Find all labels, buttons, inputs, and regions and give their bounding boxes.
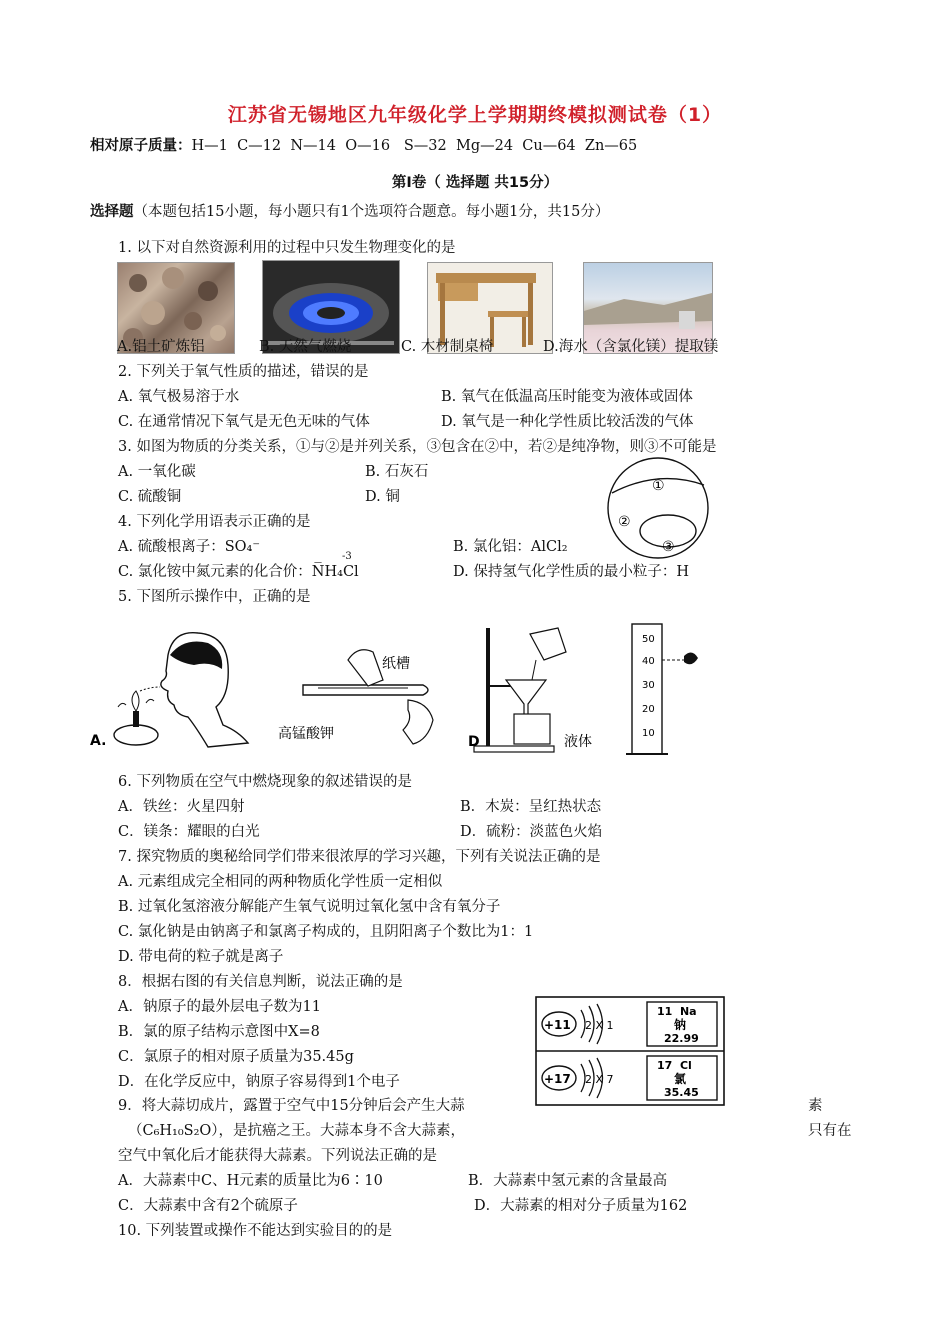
q9-line1: 9．将大蒜切成片，露置于空气中15分钟后会产生大蒜 bbox=[118, 1098, 465, 1114]
q6-option-a: A．铁丝：火星四射 bbox=[118, 799, 245, 815]
q9-line2-end: 只有在 bbox=[808, 1123, 852, 1139]
q1-option-b: B. 天然气燃烧 bbox=[259, 339, 352, 355]
q1-stem: 1. 以下对自然资源利用的过程中只发生物理变化的是 bbox=[118, 240, 456, 256]
q4-option-c: C. 氯化铵中氮元素的化合价：N̅H₄Cl bbox=[118, 564, 359, 580]
q4-option-a: A. 硫酸根离子：SO₄⁻ bbox=[118, 539, 260, 555]
q7-stem: 7. 探究物质的奥秘给同学们带来很浓厚的学习兴趣，下列有关说法正确的是 bbox=[118, 849, 601, 865]
tick-label: 20 bbox=[642, 704, 655, 715]
q8-option-d: D．在化学反应中，钠原子容易得到1个电子 bbox=[118, 1074, 400, 1090]
cl-mass: 35.45 bbox=[664, 1086, 699, 1099]
q4-option-b: B. 氯化铝：AlCl₂ bbox=[453, 539, 568, 555]
liquid-label: 液体 bbox=[564, 734, 592, 750]
q7-option-d: D. 带电荷的粒子就是离子 bbox=[118, 949, 284, 965]
section-label: 选择题 bbox=[90, 204, 134, 220]
classification-diagram bbox=[596, 455, 720, 561]
circle-label-3: ③ bbox=[662, 539, 675, 555]
q9-line3: 空气中氧化后才能获得大蒜素。下列说法正确的是 bbox=[118, 1148, 437, 1164]
na-name: 钠 bbox=[674, 1018, 687, 1032]
section-header bbox=[90, 200, 609, 221]
tick-label: 30 bbox=[642, 680, 655, 691]
q3-option-c: C. 硫酸铜 bbox=[118, 489, 182, 505]
q1-option-c: C. 木材制桌椅 bbox=[401, 339, 494, 355]
tick-label: 40 bbox=[642, 656, 655, 667]
atom-structure-figure bbox=[535, 996, 725, 1106]
q5-stem: 5. 下图所示操作中，正确的是 bbox=[118, 589, 311, 605]
q3-option-b: B. 石灰石 bbox=[365, 464, 429, 480]
test-tube-paper-trough-figure bbox=[278, 640, 453, 750]
q7-option-b: B. 过氧化氢溶液分解能产生氧气说明过氧化氢中含有氧分子 bbox=[118, 899, 501, 915]
filtration-figure bbox=[466, 624, 616, 756]
q2-stem: 2. 下列关于氧气性质的描述，错误的是 bbox=[118, 364, 369, 380]
na-mass: 22.99 bbox=[664, 1032, 699, 1045]
q7-option-a: A. 元素组成完全相同的两种物质化学性质一定相似 bbox=[118, 874, 443, 890]
q9-option-d: D．大蒜素的相对分子质量为162 bbox=[474, 1198, 688, 1214]
section-note: （本题包括15小题，每小题只有1个选项符合题意。每小题1分，共15分） bbox=[133, 204, 610, 220]
q6-option-b: B．木炭：呈红热状态 bbox=[460, 799, 602, 815]
q8-option-b: B．氯的原子结构示意图中X=8 bbox=[118, 1024, 320, 1040]
q5-option-a: A. bbox=[90, 733, 107, 749]
valence-superscript: -3 bbox=[342, 551, 352, 562]
cl-shells: 2 X 7 bbox=[585, 1073, 614, 1086]
blowing-alcohol-lamp-figure bbox=[88, 625, 268, 757]
tick-label: 10 bbox=[642, 728, 655, 739]
q8-option-a: A．钠原子的最外层电子数为11 bbox=[118, 999, 321, 1015]
page-title: 江苏省无锡地区九年级化学上学期期终模拟测试卷（1） bbox=[227, 104, 723, 126]
q3-stem: 3. 如图为物质的分类关系，①与②是并列关系，③包含在②中，若②是纯净物，则③不可能是 bbox=[118, 439, 717, 455]
q9-option-c: C．大蒜素中含有2个硫原子 bbox=[118, 1198, 298, 1214]
cl-nucleus: +17 bbox=[544, 1072, 571, 1086]
atomic-mass-label: 相对原子质量： bbox=[90, 138, 192, 154]
q9-line2: （C₆H₁₀S₂O），是抗癌之王。大蒜本身不含大蒜素， bbox=[128, 1123, 466, 1139]
atomic-mass-values: H—1 C—12 N—14 O—16 S—32 Mg—24 Cu—64 Zn—65 bbox=[191, 138, 638, 154]
q9-line1-end: 素 bbox=[808, 1098, 823, 1114]
q1-option-d: D.海水（含氯化镁）提取镁 bbox=[543, 339, 719, 355]
na-shells: 2 X 1 bbox=[585, 1019, 614, 1032]
cl-name: 氯 bbox=[674, 1072, 687, 1086]
q3-option-a: A. 一氧化碳 bbox=[118, 464, 196, 480]
eye-icon bbox=[684, 652, 698, 664]
q6-option-d: D．硫粉：淡蓝色火焰 bbox=[460, 824, 603, 840]
q1-option-a: A.铝土矿炼铝 bbox=[117, 339, 205, 355]
q6-option-c: C．镁条：耀眼的白光 bbox=[118, 824, 260, 840]
part1-title: 第Ⅰ卷（ 选择题 共15分） bbox=[391, 175, 559, 191]
q2-option-b: B. 氧气在低温高压时能变为液体或固体 bbox=[441, 389, 693, 405]
q4-option-d: D. 保持氢气化学性质的最小粒子：H bbox=[453, 564, 689, 580]
na-number-symbol: 11 Na bbox=[657, 1005, 697, 1018]
q8-stem: 8．根据右图的有关信息判断，说法正确的是 bbox=[118, 974, 403, 990]
q2-option-a: A. 氧气极易溶于水 bbox=[118, 389, 240, 405]
q2-option-d: D. 氧气是一种化学性质比较活泼的气体 bbox=[441, 414, 694, 430]
circle-label-2: ② bbox=[618, 514, 631, 530]
cl-number-symbol: 17 Cl bbox=[657, 1059, 692, 1072]
na-nucleus: +11 bbox=[544, 1018, 571, 1032]
q9-option-a: A．大蒜素中C、H元素的质量比为6∶10 bbox=[118, 1173, 383, 1189]
q2-option-c: C. 在通常情况下氧气是无色无味的气体 bbox=[118, 414, 370, 430]
q8-option-c: C．氯原子的相对原子质量为35.45g bbox=[118, 1049, 354, 1065]
circle-label-1: ① bbox=[652, 478, 665, 494]
q3-option-d: D. 铜 bbox=[365, 489, 400, 505]
q7-option-c: C. 氯化钠是由钠离子和氯离子构成的，且阴阳离子个数比为1：1 bbox=[118, 924, 534, 940]
tick-label: 50 bbox=[642, 634, 655, 645]
q5-option-d: D bbox=[468, 734, 480, 750]
atomic-mass-line bbox=[90, 134, 637, 155]
graduated-cylinder-figure bbox=[622, 618, 712, 760]
q4-stem: 4. 下列化学用语表示正确的是 bbox=[118, 514, 311, 530]
q10-stem: 10. 下列装置或操作不能达到实验目的的是 bbox=[118, 1223, 393, 1239]
potassium-permanganate-label: 高锰酸钾 bbox=[278, 726, 334, 742]
q9-option-b: B．大蒜素中氢元素的含量最高 bbox=[468, 1173, 668, 1189]
paper-trough-label: 纸槽 bbox=[382, 656, 410, 672]
q6-stem: 6. 下列物质在空气中燃烧现象的叙述错误的是 bbox=[118, 774, 412, 790]
